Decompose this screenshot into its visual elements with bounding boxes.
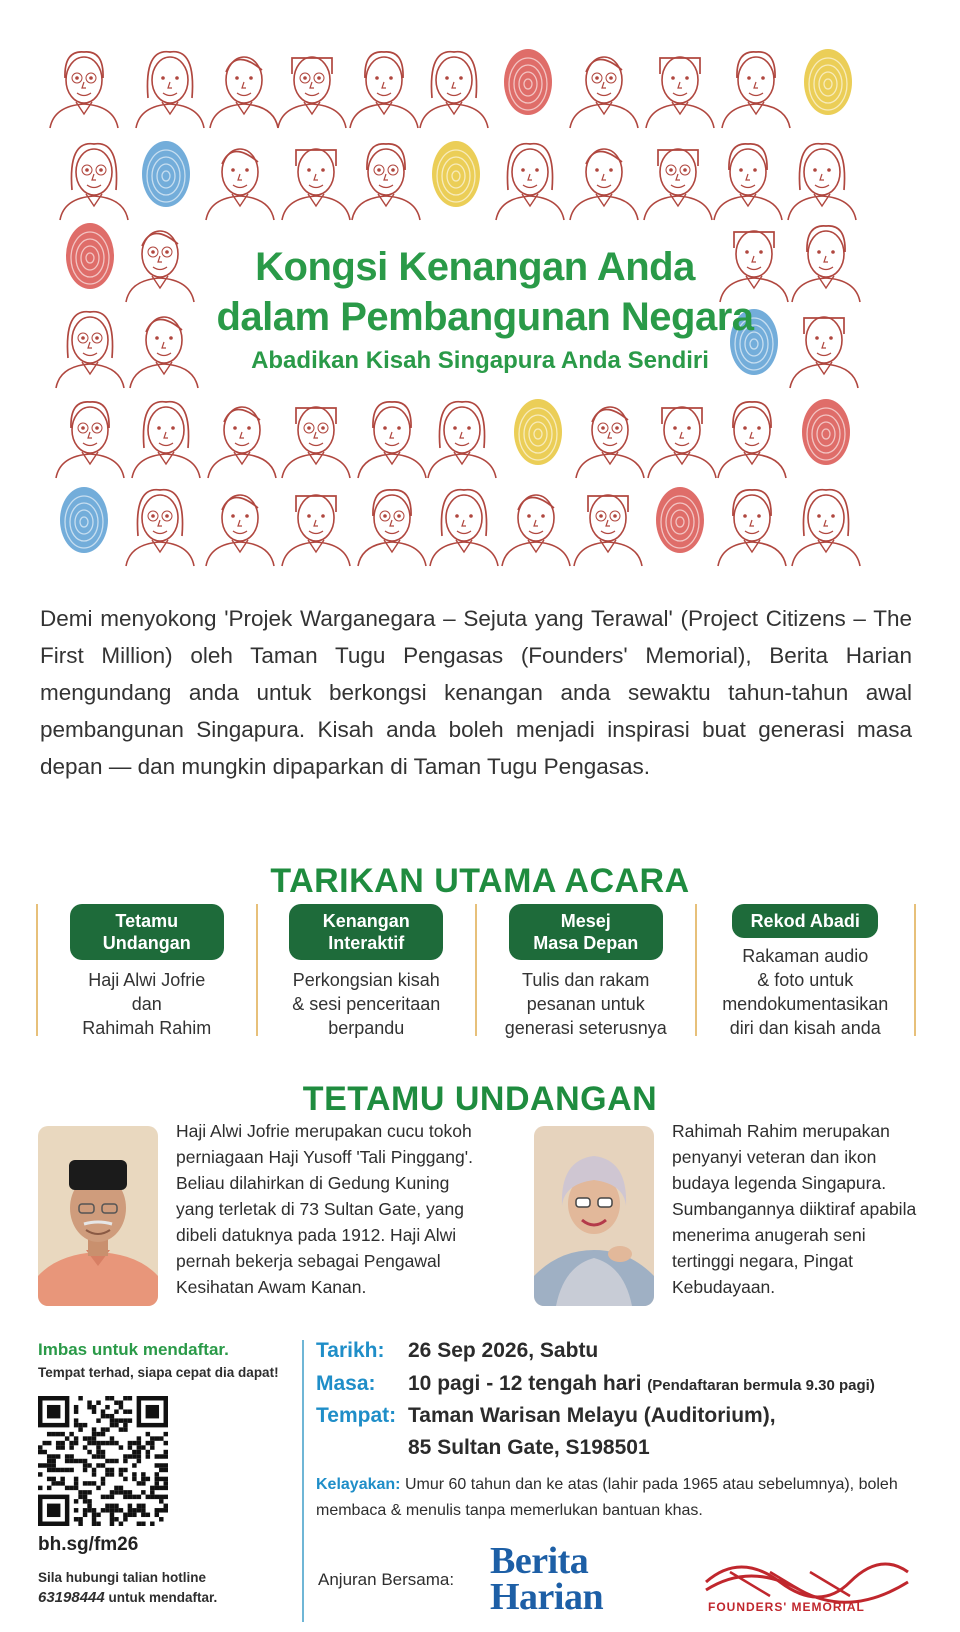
guest-bio-alwi: Haji Alwi Jofrie merupakan cucu tokoh perniagaan Haji Yusoff 'Tali Pinggang'. Beliau dilahirkan di Gedung Kuning yang terletak di 73 Sultan Gate, yang dibeli datuknya pada 1912. Haji Alwi pernah bekerja sebagai Pengawal Kesihatan Awam Kanan. (176, 1121, 473, 1297)
portrait-sketch (50, 52, 118, 128)
eligibility-body: Umur 60 tahun dan ke atas (lahir pada 1965 atau sebelumnya), boleh membaca & menulis tanpa memerlukan bantuan khas. (316, 1476, 898, 1519)
event-venue-row (316, 1404, 776, 1428)
berita-harian-logo (490, 1540, 604, 1618)
hero-subtitle: Abadikan Kisah Singapura Anda Sendiri (251, 347, 709, 374)
guest-photo-rahimah (534, 1126, 654, 1306)
date-value: 26 Sep 2026, Sabtu (408, 1339, 599, 1362)
portrait-sketch (428, 402, 496, 478)
intro-paragraph: Demi menyokong 'Projek Warganegara – Sejuta yang Terawal' (Project Citizens – The First Million) oleh Taman Tugu Pengasas (Founders' Memorial), Berita Harian mengundang anda untuk berkongsi kenangan anda sewaktu tahun-tahun awal pembangunan Singapura. Kisah anda boleh menjadi inspirasi buat generasi masa depan — dan mungkin dipaparkan di Taman Tugu Pengasas. (40, 606, 912, 779)
scan-subtitle: Tempat terhad, siapa cepat dia dapat! (38, 1365, 279, 1380)
portrait-sketch (208, 407, 276, 478)
highlight-interactive (256, 904, 476, 1036)
time-label: Masa: (316, 1372, 376, 1395)
portrait-sketch (718, 490, 786, 566)
highlight-label: Tetamu Undangan (70, 904, 224, 960)
portrait-sketch (278, 57, 346, 128)
highlight-future-message (475, 904, 695, 1036)
highlight-record (695, 904, 917, 1036)
fingerprint-icon (432, 141, 480, 207)
fingerprint-icon (514, 399, 562, 465)
venue-line2: 85 Sultan Gate, S198501 (408, 1436, 650, 1459)
highlight-label: Rekod Abadi (732, 904, 878, 938)
portrait-sketch (56, 402, 124, 478)
registration-qr-code[interactable] (38, 1396, 168, 1526)
portrait-sketch (576, 407, 644, 478)
fingerprint-icon (504, 49, 552, 115)
guest-bio-rahimah: Rahimah Rahim merupakan penyanyi veteran dan ikon budaya legenda Singapura. Sumbangannya diiktiraf apabila menerima anugerah seni tertinggi negara, Pingat Kebudayaan. (672, 1121, 917, 1297)
portrait-sketch (718, 402, 786, 478)
hotline-pre: Sila hubungi talian hotline (38, 1570, 206, 1585)
fingerprint-icon (804, 49, 852, 115)
portrait-sketch (350, 52, 418, 128)
eligibility-text (316, 1472, 916, 1524)
fingerprint-icon (802, 399, 850, 465)
hero-illustration (0, 0, 960, 600)
portrait-sketch (722, 52, 790, 128)
venue-line1: Taman Warisan Melayu (Auditorium), (408, 1404, 776, 1427)
portrait-sketch (132, 402, 200, 478)
portrait-sketch (282, 149, 350, 220)
portrait-sketch (358, 490, 426, 566)
hotline-text (38, 1568, 288, 1608)
highlight-desc: Rakaman audio & foto untuk mendokumentasikan diri dan kisah anda (722, 946, 889, 1038)
portrait-sketch (570, 57, 638, 128)
fingerprint-icon (60, 487, 108, 553)
organisers-label: Anjuran Bersama: (318, 1570, 455, 1589)
scan-title: Imbas untuk mendaftar. (38, 1340, 229, 1359)
portrait-sketch (206, 149, 274, 220)
venue-label: Tempat: (316, 1404, 397, 1427)
hotline-number: 63198444 (38, 1589, 105, 1606)
portrait-sketch (206, 495, 274, 566)
hero-title-line1: Kongsi Kenangan Anda (255, 245, 695, 289)
berita-harian-logo-line2: Harian (490, 1576, 604, 1618)
registration-short-url[interactable]: bh.sg/fm26 (38, 1534, 139, 1555)
highlight-desc: Tulis dan rakam pesanan untuk generasi seterusnya (504, 970, 667, 1038)
portrait-sketch (126, 490, 194, 566)
footer-divider (302, 1340, 304, 1622)
portrait-sketch (60, 144, 128, 220)
portrait-sketch (136, 52, 204, 128)
fingerprint-icon (656, 487, 704, 553)
portrait-sketch (502, 495, 570, 566)
portrait-sketch (430, 490, 498, 566)
event-date-row (316, 1339, 598, 1363)
fingerprint-icon (142, 141, 190, 207)
hero-title-block (0, 242, 960, 378)
highlight-desc: Haji Alwi Jofrie dan Rahimah Rahim (82, 970, 212, 1038)
highlight-desc: Perkongsian kisah & sesi penceritaan berpandu (292, 970, 441, 1038)
eligibility-label: Kelayakan: (316, 1476, 401, 1493)
portrait-sketch (210, 57, 278, 128)
date-label: Tarikh: (316, 1339, 385, 1362)
highlight-label: Kenangan Interaktif (289, 904, 443, 960)
portrait-sketch (282, 407, 350, 478)
portrait-sketch (646, 57, 714, 128)
portrait-sketch (792, 490, 860, 566)
highlight-guests (36, 904, 256, 1036)
highlights-row (36, 904, 916, 1036)
portrait-sketch (570, 149, 638, 220)
portrait-sketch (788, 144, 856, 220)
highlight-label: Mesej Masa Depan (509, 904, 663, 960)
hotline-post: untuk mendaftar. (108, 1590, 218, 1605)
portrait-sketch (714, 144, 782, 220)
portrait-sketch (282, 495, 350, 566)
guest-photo-alwi (38, 1126, 158, 1306)
portrait-sketch (648, 407, 716, 478)
portrait-sketch (358, 402, 426, 478)
portrait-sketch (644, 149, 712, 220)
portrait-sketch (574, 495, 642, 566)
highlights-title: TARIKAN UTAMA ACARA (270, 862, 690, 900)
event-time-row (316, 1372, 875, 1396)
portrait-sketch (352, 144, 420, 220)
portrait-sketch (496, 144, 564, 220)
time-note: (Pendaftaran bermula 9.30 pagi) (647, 1377, 875, 1394)
guests-title: TETAMU UNDANGAN (302, 1080, 658, 1118)
berita-harian-logo-line1: Berita (490, 1540, 589, 1582)
hero-title-line2: dalam Pembangunan Negara (216, 295, 754, 339)
time-value: 10 pagi - 12 tengah hari (408, 1372, 642, 1395)
founders-memorial-name: FOUNDERS' MEMORIAL (708, 1600, 865, 1614)
event-venue-row2 (408, 1436, 650, 1460)
portrait-sketch (420, 52, 488, 128)
